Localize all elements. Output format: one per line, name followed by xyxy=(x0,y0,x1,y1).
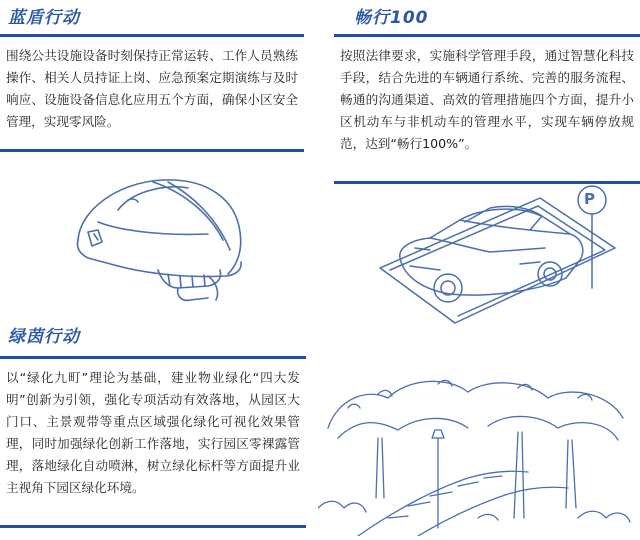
safety-body: 围绕公共设施设备时刻保持正常运转、工作人员熟练操作、相关人员持证上岗、应急预案定期演练与及时响应、设施设备信息化应用五个方面，确保小区安全管理，实现零风险。 xyxy=(6,48,298,129)
section-title-traffic: 畅行100 xyxy=(354,8,429,28)
hard-hat-icon xyxy=(58,170,258,310)
green-body: 以“绿化九町”理论为基础，建业物业绿化“四大发明”创新为引领，强化专项活动有效落地，从园区大门口、主景观带等重点区域强化绿化可视化效果管理，同时加强绿化创新工作落地，实行园区零裸露管理，落地绿化自动喷淋，树立绿化标杆等方面提升业主视角下园区绿化环境。 xyxy=(6,370,300,495)
green-text-panel xyxy=(0,356,306,528)
section-title-green: 绿茵行动 xyxy=(8,327,80,347)
parked-car-icon xyxy=(370,178,620,328)
traffic-body: 按照法律要求，实施科学管理手段，通过智慧化科技手段，结合先进的车辆通行系统、完善的服务流程、畅通的沟通渠道、高效的管理措施四个方面，提升小区机动车与非机动车的管理水平，实现车辆停放规范，达到“畅行100%”。 xyxy=(340,48,634,151)
safety-text-panel xyxy=(0,34,304,152)
traffic-text-panel xyxy=(334,34,640,184)
parking-sign-letter: P xyxy=(584,190,595,208)
section-title-safety: 蓝盾行动 xyxy=(8,8,80,28)
park-path-trees-icon xyxy=(318,368,636,536)
